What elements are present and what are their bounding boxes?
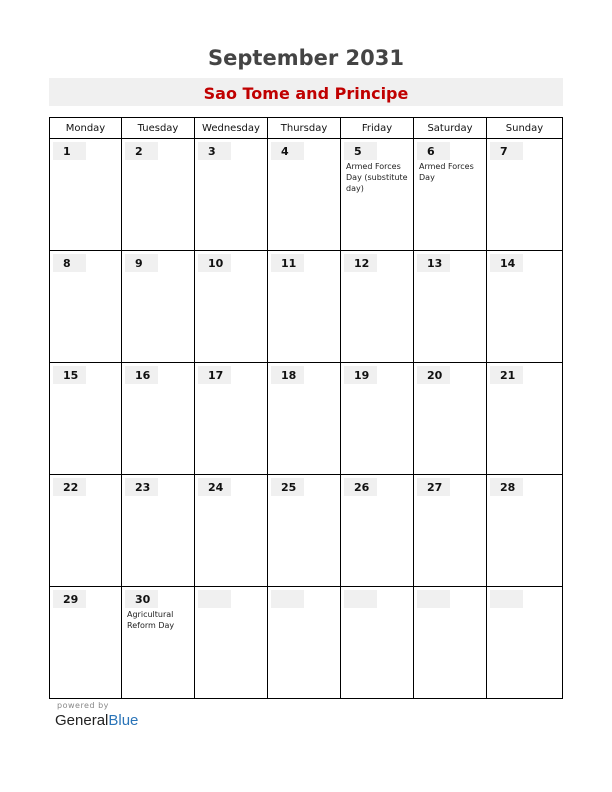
day-cell — [195, 475, 268, 587]
holiday-label: Armed Forces Day — [419, 162, 474, 182]
day-number-bar — [271, 590, 304, 608]
week-row — [50, 139, 563, 251]
day-cell — [195, 587, 268, 699]
weekday-thursday: Thursday — [268, 118, 341, 139]
day-number: 17 — [208, 369, 224, 382]
day-number: 4 — [281, 145, 289, 158]
week-row — [50, 363, 563, 475]
day-cell — [268, 251, 341, 363]
day-number: 7 — [500, 145, 508, 158]
weekday-saturday: Saturday — [414, 118, 487, 139]
day-number-bar — [344, 590, 377, 608]
day-cell — [414, 363, 487, 475]
generalblue-logo[interactable] — [55, 712, 138, 729]
day-cell — [268, 475, 341, 587]
day-cell — [487, 139, 563, 251]
day-cell — [195, 139, 268, 251]
day-number-bar — [490, 590, 523, 608]
weekday-header-row — [50, 118, 563, 139]
day-cell — [122, 139, 195, 251]
day-cell — [341, 587, 414, 699]
day-cell — [122, 587, 195, 699]
country-name: Sao Tome and Principe — [203, 84, 409, 103]
day-cell — [341, 475, 414, 587]
day-cell — [268, 587, 341, 699]
day-number: 26 — [354, 481, 370, 494]
weekday-wednesday: Wednesday — [195, 118, 268, 139]
day-number: 1 — [63, 145, 71, 158]
day-number: 5 — [354, 145, 362, 158]
holiday-label: Armed Forces Day (substitute day) — [346, 162, 408, 193]
day-number: 3 — [208, 145, 216, 158]
weekday-friday: Friday — [341, 118, 414, 139]
day-cell — [50, 587, 122, 699]
day-number: 20 — [427, 369, 443, 382]
day-number: 19 — [354, 369, 370, 382]
weekday-tuesday: Tuesday — [122, 118, 195, 139]
day-cell — [122, 251, 195, 363]
day-number: 2 — [135, 145, 143, 158]
brand-general-text: General — [55, 712, 109, 729]
day-number: 30 — [135, 593, 151, 606]
day-number: 10 — [208, 257, 224, 270]
day-cell — [341, 251, 414, 363]
weekday-sunday: Sunday — [487, 118, 563, 139]
country-banner — [49, 78, 563, 106]
day-number-bar — [417, 590, 450, 608]
day-cell — [122, 363, 195, 475]
day-cell — [341, 139, 414, 251]
day-cell — [268, 139, 341, 251]
day-cell — [487, 587, 563, 699]
day-cell — [50, 363, 122, 475]
day-number: 11 — [281, 257, 297, 270]
holiday-label: Agricultural Reform Day — [127, 610, 175, 630]
day-number: 27 — [427, 481, 443, 494]
day-cell — [195, 363, 268, 475]
day-number: 15 — [63, 369, 79, 382]
day-cell — [50, 139, 122, 251]
day-number: 6 — [427, 145, 435, 158]
powered-by-label: powered by — [57, 701, 109, 710]
week-row — [50, 475, 563, 587]
day-number: 29 — [63, 593, 79, 606]
day-cell — [195, 251, 268, 363]
day-cell — [50, 251, 122, 363]
day-cell — [414, 587, 487, 699]
day-number-bar — [198, 590, 231, 608]
day-number: 13 — [427, 257, 443, 270]
day-cell — [487, 475, 563, 587]
day-cell — [50, 475, 122, 587]
day-cell — [414, 475, 487, 587]
day-number: 8 — [63, 257, 71, 270]
day-number: 9 — [135, 257, 143, 270]
day-number: 25 — [281, 481, 297, 494]
weekday-monday: Monday — [50, 118, 122, 139]
day-number: 16 — [135, 369, 151, 382]
day-number: 22 — [63, 481, 79, 494]
day-number: 23 — [135, 481, 151, 494]
week-row — [50, 251, 563, 363]
day-number: 21 — [500, 369, 516, 382]
day-cell — [122, 475, 195, 587]
calendar-title: September 2031 — [208, 46, 404, 70]
brand-blue-text: Blue — [108, 712, 139, 729]
day-cell — [487, 251, 563, 363]
day-number: 14 — [500, 257, 516, 270]
day-number: 28 — [500, 481, 516, 494]
day-cell — [414, 251, 487, 363]
week-row — [50, 587, 563, 699]
day-cell — [487, 363, 563, 475]
day-number: 24 — [208, 481, 224, 494]
calendar-grid — [49, 117, 563, 699]
day-cell — [268, 363, 341, 475]
day-number: 18 — [281, 369, 297, 382]
day-cell — [414, 139, 487, 251]
day-cell — [341, 363, 414, 475]
day-number: 12 — [354, 257, 370, 270]
